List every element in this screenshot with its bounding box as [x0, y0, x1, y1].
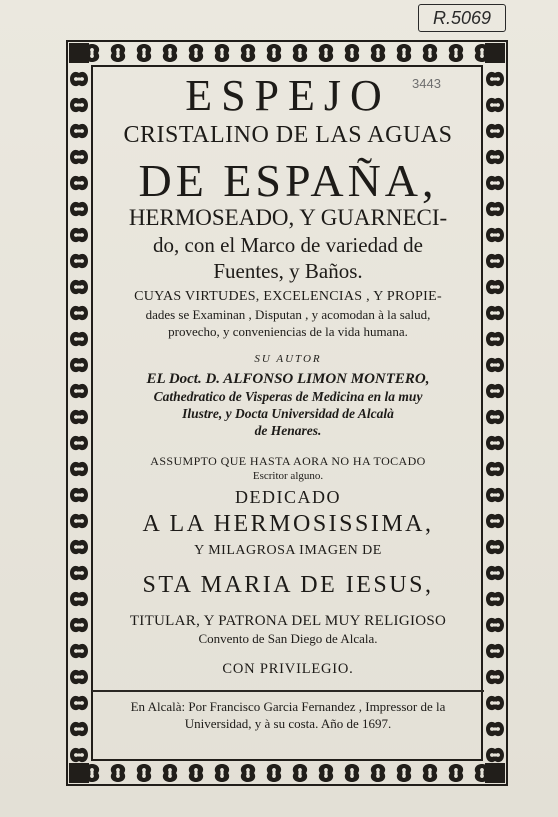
fleuron-ornament — [163, 44, 177, 62]
fleuron-ornament — [163, 764, 177, 782]
fleuron-ornament — [70, 462, 88, 476]
fleuron-ornament — [397, 764, 411, 782]
fleuron-ornament — [137, 44, 151, 62]
fleuron-ornament — [486, 410, 504, 424]
fleuron-ornament — [70, 150, 88, 164]
fleuron-ornament — [70, 488, 88, 502]
fleuron-ornament — [70, 514, 88, 528]
fleuron-ornament — [319, 44, 333, 62]
fleuron-ornament — [215, 764, 229, 782]
fleuron-ornament — [486, 228, 504, 242]
fleuron-ornament — [486, 540, 504, 554]
fleuron-ornament — [70, 176, 88, 190]
privilege-line: CON PRIVILEGIO. — [222, 661, 354, 677]
fleuron-ornament — [70, 384, 88, 398]
fleuron-ornament — [70, 540, 88, 554]
fleuron-ornament — [423, 44, 437, 62]
fleuron-ornament — [293, 764, 307, 782]
fleuron-ornament — [70, 618, 88, 632]
fleuron-ornament — [70, 644, 88, 658]
fleuron-ornament — [486, 748, 504, 762]
dedication-line-3: Y MILAGROSA IMAGEN DE — [194, 543, 382, 558]
fleuron-ornament — [486, 332, 504, 346]
fleuron-ornament — [486, 696, 504, 710]
fleuron-ornament — [70, 280, 88, 294]
fleuron-ornament — [267, 764, 281, 782]
fleuron-ornament — [70, 410, 88, 424]
subject-line-2: Escritor alguno. — [252, 470, 324, 482]
dedication-line-4: STA MARIA DE IESUS, — [142, 572, 434, 598]
fleuron-ornament — [486, 670, 504, 684]
fleuron-ornament — [70, 254, 88, 268]
fleuron-ornament — [111, 44, 125, 62]
border-ornament — [485, 763, 505, 783]
fleuron-ornament — [486, 462, 504, 476]
fleuron-ornament — [70, 332, 88, 346]
fleuron-ornament — [70, 72, 88, 86]
fleuron-ornament — [486, 358, 504, 372]
fleuron-ornament — [423, 764, 437, 782]
imprint-line-1: En Alcalà: Por Francisco Garcia Fernandez , Impressor de la — [130, 699, 446, 714]
fleuron-ornament — [486, 306, 504, 320]
fleuron-ornament — [486, 150, 504, 164]
fleuron-ornament — [397, 44, 411, 62]
border-ornament — [69, 43, 89, 63]
dedication-line-2: A LA HERMOSISSIMA, — [142, 511, 434, 537]
fleuron-ornament — [70, 696, 88, 710]
fleuron-ornament — [70, 358, 88, 372]
fleuron-ornament — [189, 764, 203, 782]
fleuron-ornament — [70, 228, 88, 242]
description-line-1: CUYAS VIRTUDES, EXCELENCIAS , Y PROPIE- — [134, 289, 442, 304]
title-line-4: HERMOSEADO, Y GUARNECI- — [128, 205, 448, 230]
fleuron-ornament — [293, 44, 307, 62]
fleuron-ornament — [70, 566, 88, 580]
fleuron-ornament — [486, 98, 504, 112]
description-line-3: provecho, y conveniencias de la vida humana. — [168, 324, 408, 339]
fleuron-ornament — [486, 124, 504, 138]
title-line-6: Fuentes, y Baños. — [213, 259, 363, 283]
fleuron-ornament — [486, 72, 504, 86]
fleuron-ornament — [345, 764, 359, 782]
fleuron-ornament — [267, 44, 281, 62]
fleuron-ornament — [486, 514, 504, 528]
dedication-line-1: DEDICADO — [235, 487, 341, 507]
author-line-3: Ilustre, y Docta Universidad de Alcalà — [182, 406, 394, 421]
fleuron-ornament — [486, 202, 504, 216]
fleuron-ornament — [449, 44, 463, 62]
fleuron-ornament — [486, 722, 504, 736]
fleuron-ornament — [371, 44, 385, 62]
fleuron-ornament — [486, 566, 504, 580]
fleuron-ornament — [70, 98, 88, 112]
author-line-1: EL Doct. D. ALFONSO LIMON MONTERO, — [146, 371, 430, 387]
fleuron-ornament — [70, 306, 88, 320]
fleuron-ornament — [70, 748, 88, 762]
fleuron-ornament — [137, 764, 151, 782]
pencil-note: 3443 — [412, 76, 441, 91]
title-page-text — [92, 70, 484, 760]
subject-line-1: ASSUMPTO QUE HASTA AORA NO HA TOCADO — [150, 454, 426, 468]
dedication-line-5: TITULAR, Y PATRONA DEL MUY RELIGIOSO — [129, 613, 447, 629]
fleuron-ornament — [111, 764, 125, 782]
fleuron-ornament — [486, 280, 504, 294]
fleuron-ornament — [486, 592, 504, 606]
fleuron-ornament — [486, 488, 504, 502]
fleuron-ornament — [70, 670, 88, 684]
imprint-rule — [92, 690, 484, 692]
description-line-2: dades se Examinan , Disputan , y acomodan à la salud, — [145, 307, 431, 322]
border-ornament — [485, 43, 505, 63]
title-line-3: DE ESPAÑA, — [138, 156, 438, 206]
fleuron-ornament — [486, 254, 504, 268]
fleuron-ornament — [241, 764, 255, 782]
fleuron-ornament — [215, 44, 229, 62]
dedication-line-6: Convento de San Diego de Alcala. — [198, 631, 378, 646]
fleuron-ornament — [371, 764, 385, 782]
fleuron-ornament — [319, 764, 333, 782]
fleuron-ornament — [70, 722, 88, 736]
title-line-1: ESPEJO — [185, 72, 391, 120]
fleuron-ornament — [70, 202, 88, 216]
shelfmark-label: R.5069 — [418, 4, 506, 32]
fleuron-ornament — [70, 124, 88, 138]
imprint-line-2: Universidad, y à su costa. Año de 1697. — [184, 716, 392, 731]
author-heading: SU AUTOR — [254, 353, 322, 365]
author-line-2: Cathedratico de Visperas de Medicina en la muy — [153, 389, 423, 404]
fleuron-ornament — [241, 44, 255, 62]
fleuron-ornament — [486, 644, 504, 658]
border-ornament — [69, 763, 89, 783]
title-line-5: do, con el Marco de variedad de — [153, 233, 423, 257]
title-line-2: CRISTALINO DE LAS AGUAS — [123, 122, 453, 148]
fleuron-ornament — [486, 618, 504, 632]
author-line-4: de Henares. — [254, 423, 322, 438]
fleuron-ornament — [486, 436, 504, 450]
fleuron-ornament — [189, 44, 203, 62]
fleuron-ornament — [70, 436, 88, 450]
fleuron-ornament — [449, 764, 463, 782]
fleuron-ornament — [345, 44, 359, 62]
fleuron-ornament — [486, 384, 504, 398]
fleuron-ornament — [486, 176, 504, 190]
fleuron-ornament — [70, 592, 88, 606]
